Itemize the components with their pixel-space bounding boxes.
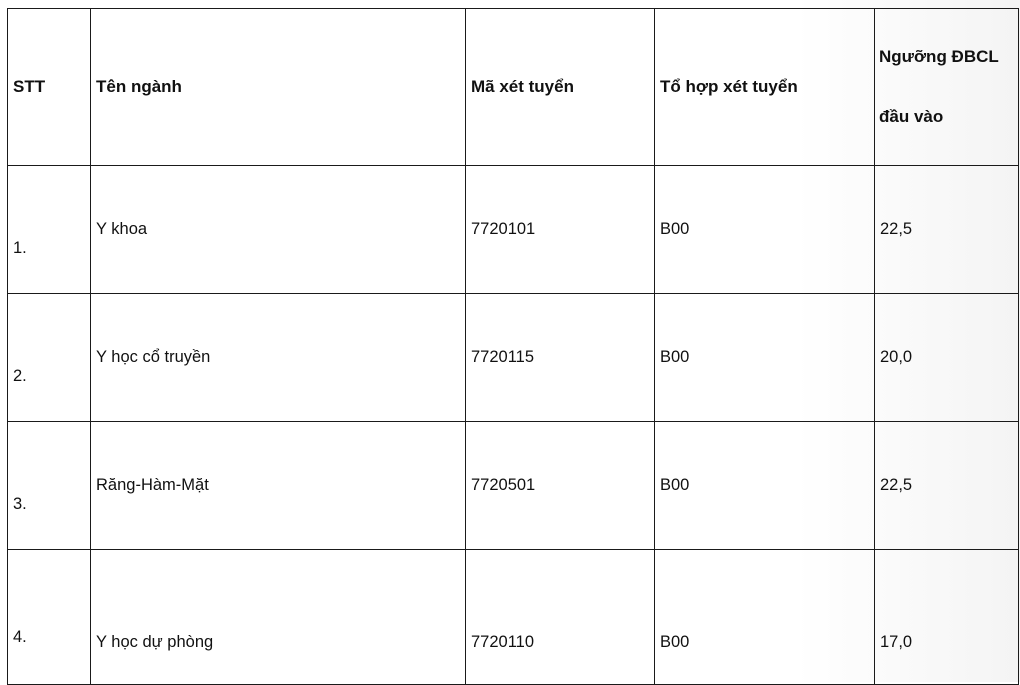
admissions-table (7, 8, 1019, 685)
header-stt-label: STT (13, 77, 46, 96)
row-number: 3. (13, 495, 27, 513)
cell-quality-threshold (875, 294, 1019, 422)
admission-code: 7720110 (471, 632, 535, 651)
cell-stt (8, 294, 91, 422)
row-number: 2. (13, 367, 27, 385)
cell-subject-combination (655, 294, 875, 422)
header-admission-code (466, 9, 655, 166)
cell-major-name (91, 294, 466, 422)
header-quality-threshold-line1: Ngưỡng ĐBCL (879, 47, 999, 66)
header-stt (8, 9, 91, 166)
header-quality-threshold-line2: đầu vào (879, 107, 944, 126)
cell-quality-threshold (875, 422, 1019, 550)
cell-stt (8, 422, 91, 550)
cell-stt (8, 166, 91, 294)
subject-combination: B00 (660, 348, 690, 366)
header-admission-code-label: Mã xét tuyển (471, 77, 574, 96)
cell-admission-code (466, 166, 655, 294)
cell-admission-code (466, 550, 655, 685)
row-number: 1. (13, 239, 27, 257)
cell-major-name (91, 422, 466, 550)
table-row (8, 294, 1019, 422)
quality-threshold: 22,5 (880, 476, 913, 494)
cell-quality-threshold (875, 166, 1019, 294)
header-quality-threshold (875, 9, 1019, 166)
cell-major-name (91, 166, 466, 294)
table-row (8, 166, 1019, 294)
header-major-name (91, 9, 466, 166)
major-name: Răng-Hàm-Mặt (96, 476, 209, 494)
cell-quality-threshold (875, 550, 1019, 685)
subject-combination: B00 (660, 476, 690, 494)
cell-subject-combination (655, 422, 875, 550)
row-number: 4. (13, 627, 27, 646)
admission-code: 7720501 (471, 476, 536, 494)
cell-subject-combination (655, 550, 875, 685)
table-header-row (8, 9, 1019, 166)
cell-admission-code (466, 422, 655, 550)
cell-major-name (91, 550, 466, 685)
quality-threshold: 20,0 (880, 348, 913, 366)
cell-admission-code (466, 294, 655, 422)
header-subject-combination-label: Tổ hợp xét tuyển (660, 77, 798, 96)
header-major-name-label: Tên ngành (96, 77, 182, 96)
quality-threshold: 17,0 (880, 632, 913, 651)
subject-combination: B00 (660, 632, 690, 651)
major-name: Y học dự phòng (96, 632, 214, 651)
admission-code: 7720115 (471, 348, 535, 366)
table-row (8, 550, 1019, 685)
cell-stt (8, 550, 91, 685)
major-name: Y học cổ truyền (96, 348, 211, 366)
major-name: Y khoa (96, 220, 148, 238)
subject-combination: B00 (660, 220, 690, 238)
table-row (8, 422, 1019, 550)
admission-code: 7720101 (471, 220, 536, 238)
cell-subject-combination (655, 166, 875, 294)
header-subject-combination (655, 9, 875, 166)
quality-threshold: 22,5 (880, 220, 913, 238)
